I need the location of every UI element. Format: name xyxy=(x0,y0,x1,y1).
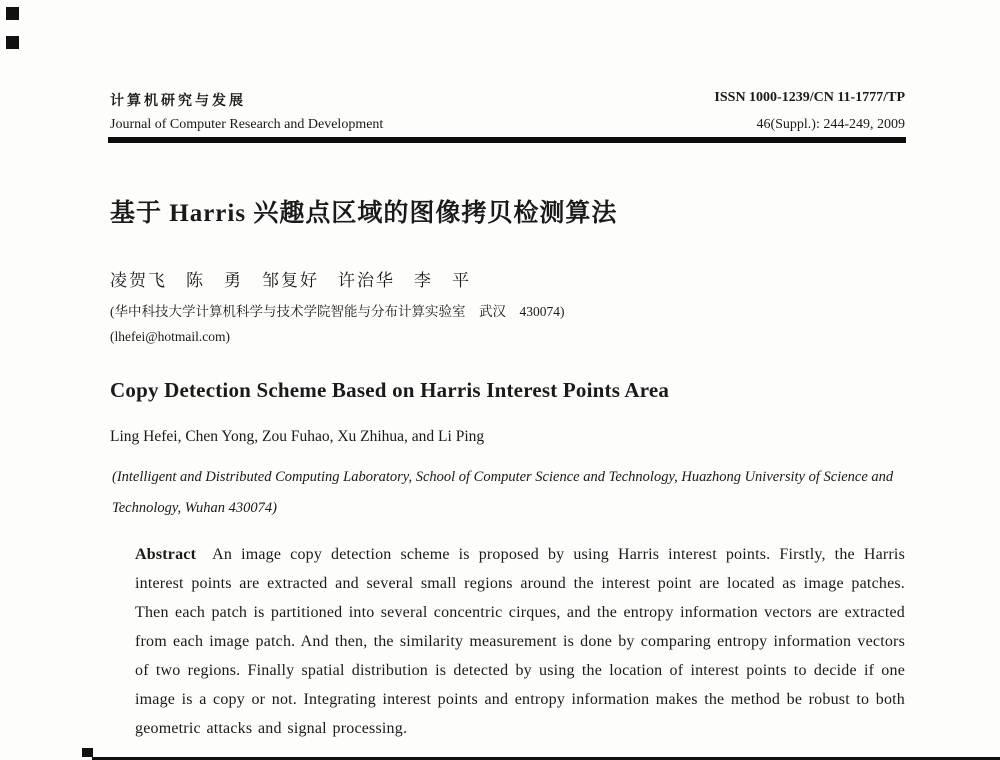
scan-artifact-top-left-2 xyxy=(6,36,19,49)
abstract-label: Abstract xyxy=(135,546,197,563)
abstract-paragraph xyxy=(135,540,905,743)
affiliation-english: (Intelligent and Distributed Computing Laboratory, School of Computer Science and Technology, Huazhong University of Science and Technology, Wuhan 430074) xyxy=(112,469,894,516)
abstract-text: An image copy detection scheme is proposed by using Harris interest points. Firstly, the Harris interest points are extracted and several small regions around the interest point are located as image patches. Then each patch is partitioned into several concentric cirques, and the entropy information vectors are extracted from each image patch. And then, the similarity measurement is done by comparing entropy information vectors of two regions. Finally spatial distribution is detected by using the location of interest points to decide if one image is a copy or not. Integrating interest points and entropy information makes the method be robust to both geometric attacks and signal processing. xyxy=(135,546,905,737)
journal-name-chinese: 计算机研究与发展 xyxy=(110,94,246,109)
affiliation-chinese: (华中科技大学计算机科学与技术学院智能与分布计算实验室 武汉 430074) xyxy=(110,304,565,319)
issn-line: ISSN 1000-1239/CN 11-1777/TP xyxy=(714,90,905,105)
issue-page-line: 46(Suppl.): 244-249, 2009 xyxy=(756,117,905,132)
paper-title-chinese: 基于 Harris 兴趣点区域的图像拷贝检测算法 xyxy=(110,200,618,227)
authors-english: Ling Hefei, Chen Yong, Zou Fuhao, Xu Zhihua, and Li Ping xyxy=(110,428,485,445)
journal-name-english: Journal of Computer Research and Development xyxy=(110,117,384,132)
scan-artifact-top-left-1 xyxy=(6,7,19,20)
header-rule xyxy=(108,137,906,143)
scan-artifact-bottom-left xyxy=(82,748,93,757)
author-email: (lhefei@hotmail.com) xyxy=(110,329,231,344)
paper-title-english: Copy Detection Scheme Based on Harris Interest Points Area xyxy=(110,378,670,402)
authors-chinese: 凌贺飞 陈 勇 邹复好 许治华 李 平 xyxy=(110,271,471,290)
